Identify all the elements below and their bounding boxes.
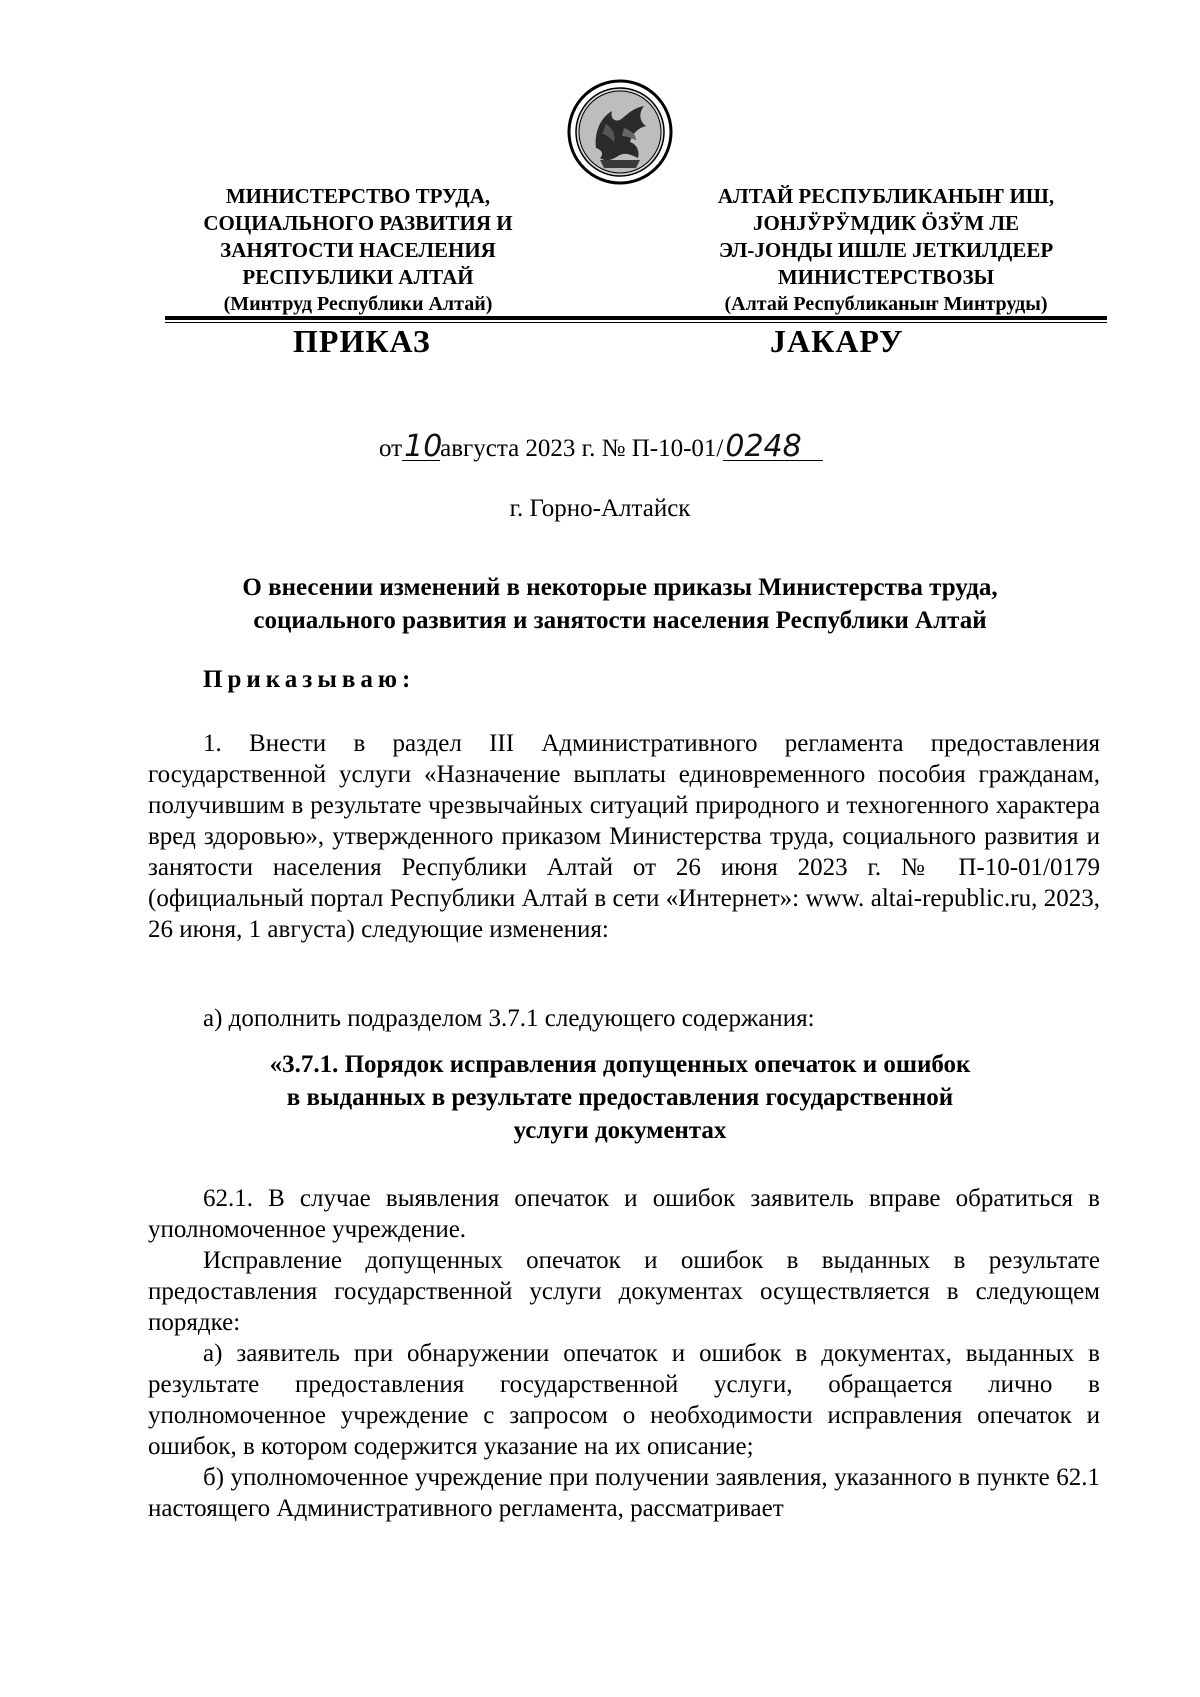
handwritten-order-number: 0248 <box>723 434 823 461</box>
subsection-title <box>150 1048 1090 1147</box>
ministry-altai-line-1: АЛТАЙ РЕСПУБЛИКАНЫҤ ИШ, <box>717 184 1055 208</box>
ministry-name-altai <box>686 183 1086 318</box>
date-prefix: от <box>379 435 403 462</box>
paragraph-block-1 <box>148 728 1100 945</box>
paragraph-6: б) уполномоченное учреждение при получении заявления, указанного в пункте 62.1 настоящего Административного регламента, рассматривает <box>148 1464 1100 1522</box>
subsection-title-line-3: услуги документах <box>513 1117 727 1144</box>
ministry-name-russian <box>168 183 548 318</box>
paragraph-4: Исправление допущенных опечаток и ошибок в выданных в результате предоставления государственной услуги документах осуществляется в следующем порядке: <box>148 1247 1100 1336</box>
date-middle: августа 2023 г. № П-10-01/ <box>440 435 724 462</box>
ministry-line-4: РЕСПУБЛИКИ АЛТАЙ <box>242 265 474 289</box>
ministry-line-2: СОЦИАЛЬНОГО РАЗВИТИЯ И <box>203 211 513 235</box>
ministry-altai-line-4: МИНИСТЕРСТВОЗЫ <box>777 265 995 289</box>
paragraph-5: а) заявитель при обнаружении опечаток и ошибок в документах, выданных в результате предоставления государственной услуги, обращается лично в уполномоченное учреждение с запросом о необходимости исправления опечаток и ошибок, в котором содержится указание на их описание; <box>148 1340 1100 1460</box>
ministry-line-3: ЗАНЯТОСТИ НАСЕЛЕНИЯ <box>220 238 496 262</box>
ministry-abbreviation: (Минтруд Республики Алтай) <box>223 293 493 315</box>
paragraph-3: 62.1. В случае выявления опечаток и ошибок заявитель вправе обратиться в уполномоченное учреждение. <box>148 1185 1100 1243</box>
ministry-altai-abbreviation: (Алтай Республиканыҥ Минтруды) <box>724 293 1048 315</box>
subsection-title-line-1: «3.7.1. Порядок исправления допущенных опечаток и ошибок <box>269 1051 971 1078</box>
header-divider <box>165 316 1107 320</box>
document-title-line-1: О внесении изменений в некоторые приказы Министерства труда, <box>242 574 998 601</box>
ministry-line-1: МИНИСТЕРСТВО ТРУДА, <box>225 184 491 208</box>
paragraph-2: а) дополнить подразделом 3.7.1 следующего содержания: <box>203 1005 815 1032</box>
paragraph-1: 1. Внести в раздел III Административного регламента предоставления государственной услуги «Назначение выплаты единовременного пособия гражданам, получившим в результате чрезвычайных ситуаций природного и техногенного характера вред здоровью», утвержденного приказом Министерства труда, социального развития и занятости населения Республики Алтай от 26 июня 2023 г. № П-10-01/0179 (официальный портал Республики Алтай в сети «Интернет»: www. altai-republic.ru, 2023, 26 июня, 1 августа) следующие изменения: <box>148 730 1100 943</box>
document-title <box>150 571 1090 637</box>
handwritten-day: 10 <box>404 429 443 464</box>
document-title-line-2: социального развития и занятости населения Республики Алтай <box>253 607 987 634</box>
order-title-altai: ЈАКАРУ <box>770 323 904 359</box>
city-name: г. Горно-Алтайск <box>509 495 691 522</box>
subsection-title-line-2: в выданных в результате предоставления государственной <box>286 1084 954 1111</box>
ministry-altai-line-2: ЈОНЈӰРӰМДИК ÖЗӰМ ЛЕ <box>753 211 1019 235</box>
paragraph-block-2 <box>148 1003 1100 1034</box>
ministry-altai-line-3: ЭЛ-ЈОНДЫ ИШЛЕ ЈЕТКИЛДЕЕР <box>718 238 1054 262</box>
order-title-russian: ПРИКАЗ <box>293 323 431 359</box>
paragraph-block-3 <box>148 1183 1100 1524</box>
coat-of-arms-emblem <box>566 78 674 186</box>
order-date-line <box>379 429 823 464</box>
orders-word: Приказываю: <box>203 666 416 693</box>
